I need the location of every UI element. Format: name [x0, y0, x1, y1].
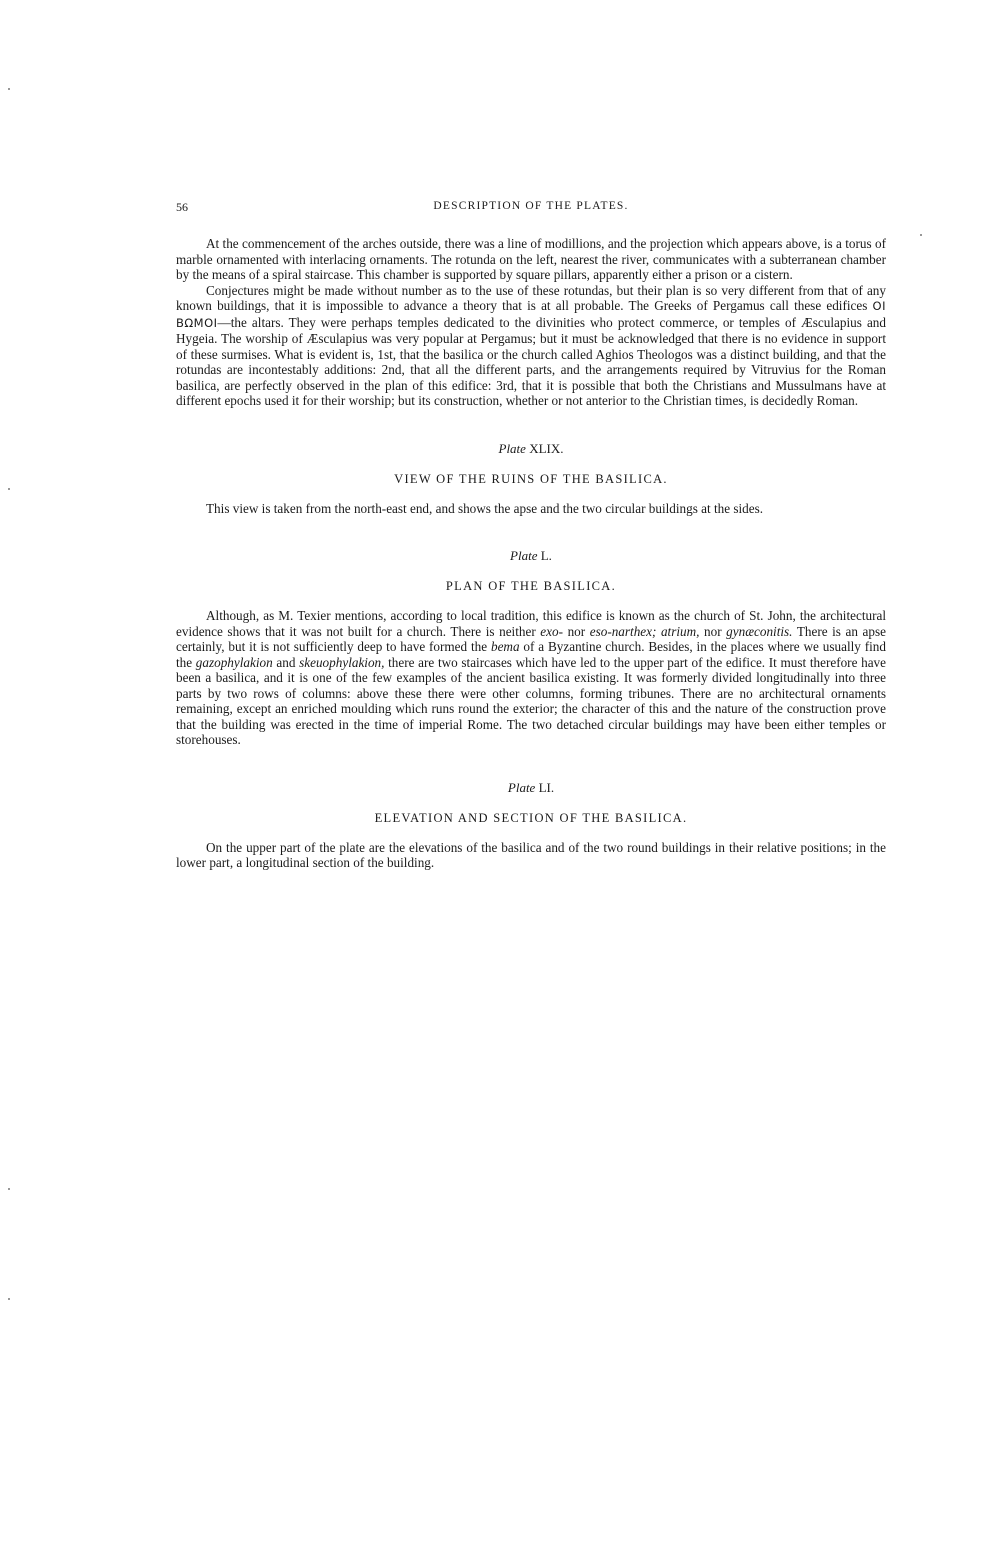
text-run: of a Byzantine church. Besides, in the places where we usually find the [176, 639, 886, 670]
running-head [176, 200, 886, 220]
scan-speck [8, 1298, 10, 1300]
text-run: Conjectures might be made without number as to the use of these rotundas, but their plan is so very different from that of any known buildings, that it is impossible to advance a theory that is at all probable. The Greeks of Pergamus call these edifices [176, 282, 886, 313]
greek-text: ΟΙ ΒΩΜΟΙ [176, 299, 886, 330]
plate-numeral: LI. [538, 779, 555, 795]
scan-speck [920, 234, 922, 236]
text-run: There is an apse certainly, but it is not sufficiently deep to have formed the [176, 623, 886, 654]
italic-term: skeuophylakion, [299, 654, 385, 670]
italic-term: exo- [540, 623, 563, 639]
scan-speck [8, 488, 10, 490]
italic-term: bema [490, 639, 520, 654]
plate-numeral: L. [540, 548, 552, 563]
plate-heading-xlix [176, 441, 886, 457]
section-title-xlix: VIEW OF THE RUINS OF THE BASILICA. [394, 471, 668, 486]
section-title-li: ELEVATION AND SECTION OF THE BASILICA. [374, 810, 688, 825]
intro-paragraph-2 [176, 283, 886, 409]
text-run: nor [699, 623, 727, 639]
italic-term: gazophylakion [195, 654, 273, 670]
page-number: 56 [176, 200, 188, 214]
text-run: Although, as M. Texier mentions, according to local tradition, this edifice is known as the church of St. John, the architectural evidence shows that it was not built for a church. There is neither [176, 608, 886, 639]
italic-term: gynæconitis. [726, 623, 793, 639]
plate-l-text [176, 608, 886, 748]
italic-term: eso-narthex; atrium, [589, 623, 700, 639]
text-run: —the altars. They were perhaps temples dedicated to the divinities who protect commerce, or temples of Æsculapius and Hygeia. The worship of Æsculapius was very popular at Pergamus; but it must be acknowledged that there is no evidence in support of these surmises. What is evident is, 1st, that the basilica or the church called Aghios Theologos was a distinct building, and that the rotundas are incontestably additions: 2nd, that all the different parts, and the arrangements required by Vitruvius for the Roman basilica, are perfectly observed in the plan of this edifice: 3rd, that it is possible that both the Christians and Mussulmans have at different epochs used it for their worship; but its construction, whether or not anterior to the Christian times, is decidedly Roman. [176, 314, 886, 408]
plate-word: Plate [507, 779, 536, 795]
scan-speck [8, 1188, 10, 1190]
plate-li-text: On the upper part of the plate are the elevations of the basilica and of the two round buildings in their relative positions; in the lower part, a longitudinal section of the building. [176, 839, 886, 870]
plate-word: Plate [510, 548, 538, 563]
section-title-l: PLAN OF THE BASILICA. [445, 579, 617, 593]
plate-word: Plate [498, 440, 526, 456]
plate-numeral: XLIX. [529, 440, 564, 456]
body-text [176, 236, 886, 871]
text-run: nor [563, 623, 590, 639]
intro-paragraph-1: At the commencement of the arches outside, there was a line of modillions, and the projection which appears above, is a torus of marble ornamented with interlacing ornaments. The rotunda on the left, nearest the river, communicates with a subterranean chamber by the means of a spiral staircase. This chamber is supported by square pillars, apparently either a prison or a cistern. [176, 236, 886, 282]
plate-heading-li [176, 780, 886, 796]
plate-heading-l [176, 548, 886, 564]
scan-speck [8, 88, 10, 90]
text-run: there are two staircases which have led to the upper part of the edifice. It must therefore have been a basilica, and it is one of the few examples of the ancient basilica existing. It was formerly divided longitudinally into three parts by two rows of columns: above these there were other columns, forming tribunes. There are no architectural ornaments remaining, except an enriched moulding which runs round the exterior; the character of this and the nature of the construction prove that the building was erected in the time of imperial Rome. The two detached circular buildings may have been either temples or storehouses. [176, 654, 886, 747]
plate-xlix-text: This view is taken from the north-east end, and shows the apse and the two circular buildings at the sides. [206, 500, 764, 516]
text-run: and [272, 654, 300, 670]
running-title: DESCRIPTION OF THE PLATES. [433, 200, 629, 212]
